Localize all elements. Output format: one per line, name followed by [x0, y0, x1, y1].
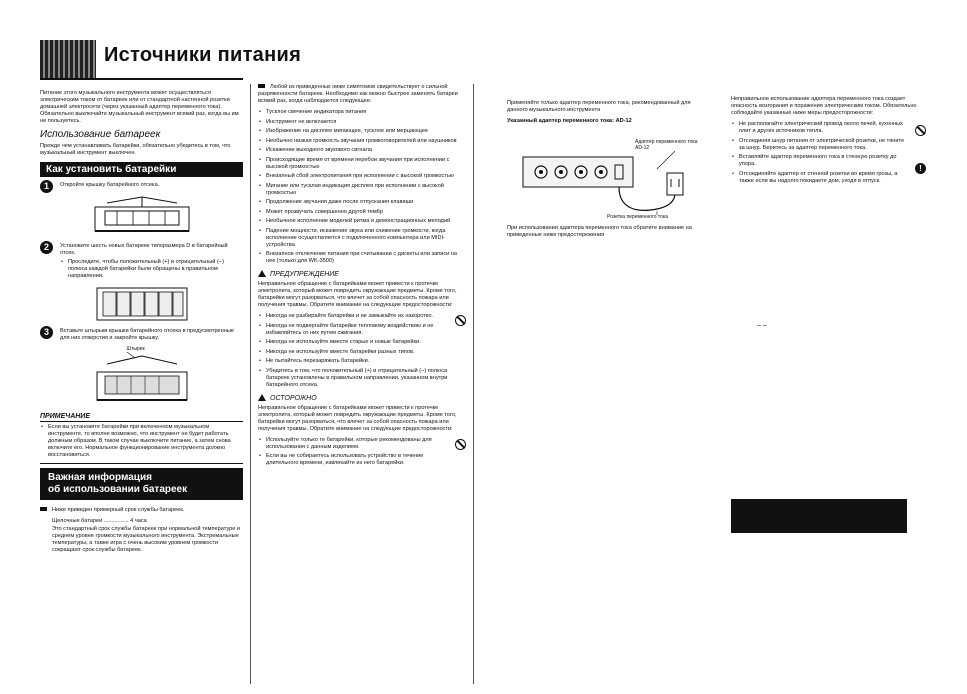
warning-block	[258, 313, 466, 389]
figure-label-outlet: Розетка переменного тока	[607, 214, 668, 220]
warning-heading: ПРЕДУПРЕЖДЕНИЕ	[258, 270, 466, 279]
dash-mark: – –	[757, 322, 767, 329]
prohibition-icon	[455, 315, 466, 326]
symptom-item: • Происходящие время от времени перебои звучания при исполнении с высокой громкостью	[258, 157, 466, 171]
section-marker	[40, 507, 47, 511]
warning-icon	[258, 270, 266, 277]
symptom-item: • Необычное исполнение моделей ритма и демонстрационных мелодий	[258, 218, 466, 225]
step-text: Откройте крышку батарейного отсека.	[60, 182, 160, 188]
install-section-bar: Как установить батарейки	[40, 162, 243, 177]
note-text: • Если вы установите батарейки при включенном музыкальном инструменте, то вполне возможно, что инструмент не будет работать должным образом. В таком случае выключите питание, а затем снова включите его. Нормальное функционирование инструмента должно восстановиться.	[40, 424, 243, 459]
column-separator-2	[473, 84, 474, 684]
step-1	[40, 182, 243, 189]
adapter-warning-list	[731, 121, 910, 185]
warning-list	[258, 313, 450, 389]
title-rule	[40, 78, 243, 80]
warning-item: • Никогда не используйте вместе старые и новые батарейки.	[258, 339, 450, 346]
warning-item: • Не пытайтесь перезаряжать батарейки.	[258, 358, 450, 365]
column-4	[731, 96, 926, 187]
prohibition-icon	[455, 439, 466, 450]
step-2-sublist	[60, 259, 243, 280]
adapter-warning-item: • Отсоединяя шнур питания от электрической розетки, не тяните за шнур. Беритесь за адаптер переменного тока.	[731, 138, 910, 152]
warning-item: • Никогда не подвергайте батарейки тепловому воздействию и не избавляйтесь от них путем сжигания.	[258, 323, 450, 337]
figure-label-pin: Штырек	[126, 346, 145, 352]
batteries-text: Прежде чем устанавливать батарейки, обязательно убедитесь в том, что музыкальный инструмент выключен.	[40, 143, 231, 156]
symptom-item: • Продолжение звучания даже после отпускания клавиши	[258, 199, 466, 206]
mandatory-icon: !	[915, 163, 926, 174]
adapter-warning-lead: Неправильное использование адаптера переменного тока создает опасность возгорания и поражения электрическим током. Обязательно соблюдайте указанные ниже меры предосторожности:	[731, 96, 917, 116]
prohibition-icon	[915, 125, 926, 136]
important-bar-line-2: об использовании батареек	[48, 484, 188, 495]
caution-item: • Если вы не собираетесь использовать устройство в течение длительного времени, извлекайте из него батарейки.	[258, 453, 450, 467]
symptoms-lead: Любой из приведенных ниже симптомов свидетельствует о сильной разряженности батареек. Необходимо как можно быстрее заменять батареи всякий раз, когда наблюдается следующее:	[258, 84, 458, 104]
adapter-warning-block	[731, 121, 926, 185]
adapter-intro: Применяйте только адаптер переменного тока, рекомендованный для данного музыкального инструмента	[507, 100, 691, 113]
step-2-note: • Проследите, чтобы положительный (+) и отрицательный (−) полюса каждой батарейки были обращены в правильном направлении.	[60, 259, 243, 280]
adapter-warning-item: • Не располагайте электрический провод около печей, кухонных плит и других источников тепла.	[731, 121, 910, 135]
column-1	[40, 90, 243, 558]
caution-block	[258, 437, 466, 468]
warning-item: • Никогда не разбирайте батарейки и не замыкайте их накоротко.	[258, 313, 450, 320]
adapter-spec: Указанный адаптер переменного тока: AD-12	[507, 118, 632, 124]
column-3	[507, 100, 712, 243]
figure-battery-compartment	[87, 284, 197, 324]
step-number: 1	[40, 180, 53, 193]
batteries-heading: Использование батареек	[40, 129, 161, 140]
warning-item: • Никогда не используйте вместе батарейки разных типов.	[258, 349, 450, 356]
caution-icon	[258, 394, 266, 401]
symptom-item: • Внезапное отключение питания при считывании с дискеты или записи на нее (только для WK-3500)	[258, 251, 466, 265]
figure-open-cover	[87, 193, 197, 239]
intro-paragraph: Питание этого музыкального инструмента может осуществляться электрическим током от батареек или от стандартной настенной розетки домашней электросети (через указанный адаптер переменного тока). Обязательно выключайте музыкальный инструмент всякий раз, когда вы им не пользуетесь.	[40, 90, 239, 124]
note-list	[40, 424, 243, 459]
important-section-bar	[40, 468, 243, 500]
symptom-item: • Искажение выходного звукового сигнала	[258, 147, 466, 154]
symptom-item: • Мигание или тусклая индикация дисплея при исполнении с высокой громкостью	[258, 183, 466, 197]
section-marker	[258, 84, 265, 88]
column-2	[258, 84, 466, 470]
adapter-note: При использовании адаптера переменного тока обратите внимание на приведенные ниже предостережения	[507, 225, 692, 238]
figure-adapter-connection	[507, 129, 707, 221]
figure-close-cover	[87, 346, 197, 408]
step-text: Вставьте штырьки крышки батарейного отсека в предусмотренные для них отверстия и закройте крышку.	[60, 328, 234, 341]
important-bar-line-1: Важная информация	[48, 472, 152, 483]
warning-item: • Убедитесь в том, что положительный (+) и отрицательный (−) полюса батареек установлены в правильном направлении, указанном внутри батарейного отсека.	[258, 368, 450, 389]
symptom-item: • Может прозвучать совершенно другой тембр	[258, 209, 466, 216]
symptom-item: • Тусклое свечение индикатора питания	[258, 109, 466, 116]
warning-text: Неправильное обращение с батарейками может привести к протечке электролита, который может повредить окружающие предметы. Кроме того, батарейки могут разорваться, что влечет за собой опасность пожара или получения травмы. Обратите внимание на следующие предосторожности:	[258, 281, 457, 308]
symptom-item: • Внезапный сбой электропитания при исполнении с высокой громкостью	[258, 173, 466, 180]
step-2	[40, 243, 243, 280]
adapter-warning-item: • Вставляйте адаптер переменного тока в стенную розетку до упора.	[731, 154, 910, 168]
caution-list	[258, 437, 450, 468]
symptom-item: • Падение мощности, искажение звука или снижение громкости, когда исполнение осуществляется с подключенного компьютера или MIDI-устройства	[258, 228, 466, 249]
battery-life-text: Это стандартный срок службы батареек при нормальной температуре и среднем уровне громкости музыкального инструмента. Экстремальные температуры, а также игра с очень высоким уровнем громкости сокращают срок службы батареек.	[52, 526, 241, 553]
column-separator-1	[250, 84, 251, 684]
page-title: Источники питания	[104, 44, 302, 66]
symptoms-list	[258, 109, 466, 265]
symptom-item: • Изображение на дисплее мигающее, тусклое или мерцающее	[258, 128, 466, 135]
battery-life-label: Щелочные батареи ................ 4 часа	[52, 518, 147, 524]
symptom-item: • Необычно низкая громкость звучания громкоговорителей или наушников	[258, 138, 466, 145]
caution-item: • Используйте только те батарейки, которые рекомендованы для использования с данным изделием.	[258, 437, 450, 451]
figure-label-adapter: Адаптер переменного тока AD-12	[635, 139, 698, 151]
symptom-item: • Инструмент не включается	[258, 119, 466, 126]
battery-life-intro: Ниже приведен примерный срок службы батареек.	[40, 507, 243, 514]
divider	[40, 463, 243, 464]
black-label-box	[731, 499, 907, 533]
caution-heading: ОСТОРОЖНО	[258, 394, 466, 403]
note-heading: ПРИМЕЧАНИЕ	[40, 412, 243, 422]
step-text: Установите шесть новых батареек типоразмера D в батарейный отсек.	[60, 243, 228, 256]
step-number: 3	[40, 326, 53, 339]
step-number: 2	[40, 241, 53, 254]
corner-logo	[40, 40, 96, 78]
step-3	[40, 328, 243, 342]
caution-text: Неправильное обращение с батарейками может привести к протечке электролита, который может повредить окружающие предметы. Кроме того, батарейки могут разорваться, что влечет за собой опасность пожара или получения травмы. Обратите внимание на следующие предосторожности:	[258, 404, 457, 432]
adapter-warning-item: • Отсоединяйте адаптер от стенной розетки во время грозы, а также если вы надолго покидаете дом, уходя в отпуск.	[731, 171, 910, 185]
